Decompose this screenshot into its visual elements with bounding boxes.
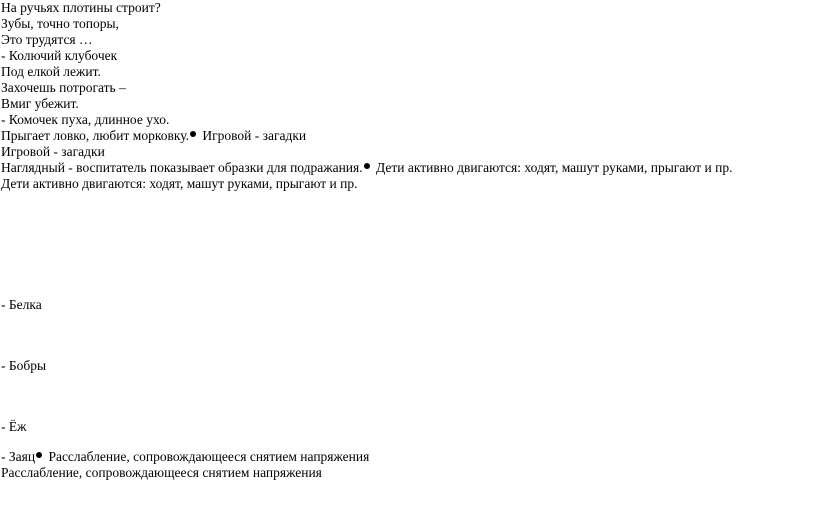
relaxation-line: Расслабление, сопровождающееся снятием напряжения [1,465,322,480]
riddle-line: На ручьях плотины строит? [1,0,161,15]
answer-hare-line [1,449,369,465]
riddle-line: Вмиг убежит. [1,96,79,111]
relaxation-description: Расслабление, сопровождающееся снятием напряжения [45,449,370,464]
method-label-line: Игровой - загадки [1,144,105,159]
activity-description-line: Дети активно двигаются: ходят, машут руками, прыгают и пр. [1,176,358,191]
answer-hare: - Заяц [1,449,36,464]
riddle-line: Под елкой лежит. [1,64,101,79]
answer-beavers: - Бобры [1,358,47,373]
bullet-dot-icon [36,452,42,458]
riddle-line: Это трудятся … [1,32,93,47]
bullet-dot-icon [190,131,196,137]
activity-description: Дети активно двигаются: ходят, машут руками, прыгают и пр. [372,160,733,175]
answer-hedgehog: - Ёж [1,419,27,434]
riddle-text: Прыгает ловко, любит морковку. [1,128,189,143]
riddle-line: - Колючий клубочек [1,48,118,63]
riddle-line: Зубы, точно топоры, [1,16,119,31]
riddle-line: Захочешь потрогать – [1,80,126,95]
method-description: Наглядный - воспитатель показывает образки для подражания. [1,160,363,175]
bullet-dot-icon [364,163,370,169]
answer-squirrel: - Белка [1,297,42,312]
method-description-line [1,160,732,176]
riddle-line-with-method [1,128,306,144]
riddle-line: - Комочек пуха, длинное ухо. [1,112,170,127]
method-label: Игровой - загадки [198,128,307,143]
